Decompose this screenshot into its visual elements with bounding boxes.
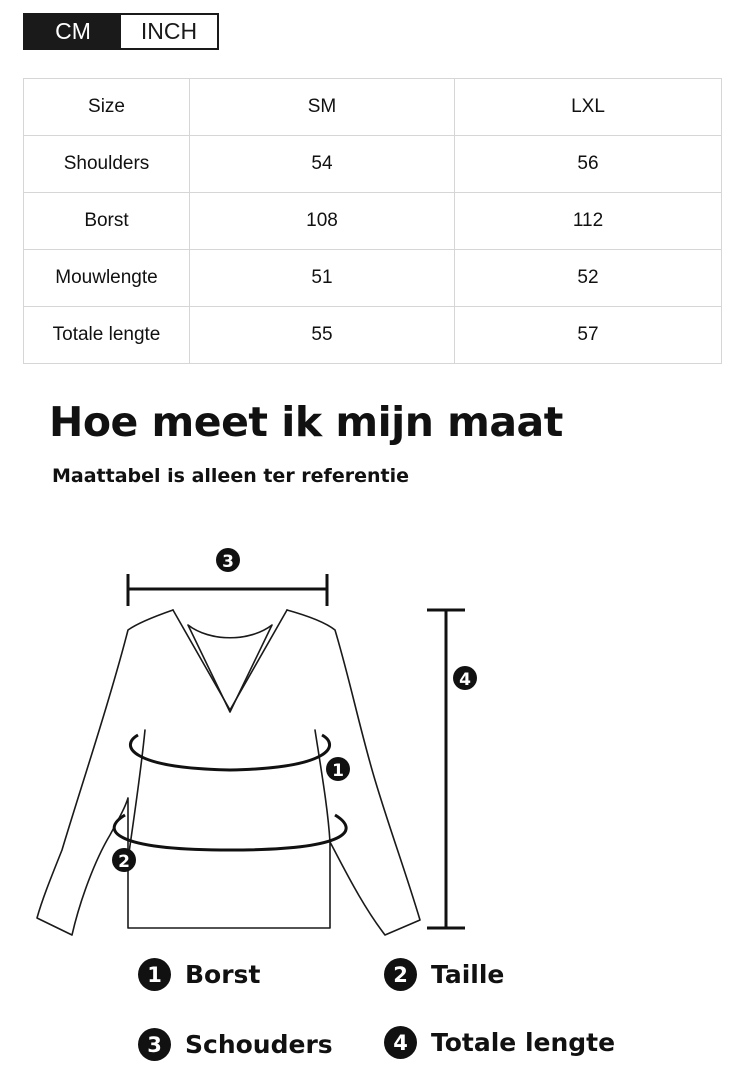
unit-toggle [23,13,219,50]
neckline-v-outer [173,610,287,710]
legend-item-totale-lengte [384,1026,615,1059]
sweater-outline [37,610,420,935]
table-row [24,193,722,250]
legend-badge: 2 [384,958,417,991]
legend-label: Taille [431,960,505,989]
table-header-row [24,79,722,136]
marker-4 [453,666,477,690]
svg-text:1: 1 [332,761,344,781]
table-cell: 55 [190,307,455,364]
table-cell: 108 [190,193,455,250]
marker-1 [326,757,350,781]
sweater-measurement-diagram [0,530,744,940]
legend-item-taille [384,958,504,991]
table-header-cell: LXL [455,79,722,136]
marker-2 [112,848,136,872]
unit-option-inch[interactable]: INCH [121,15,217,48]
guide-title: Hoe meet ik mijn maat [49,398,563,446]
table-cell: Shoulders [24,136,190,193]
table-header-cell: Size [24,79,190,136]
unit-option-cm[interactable]: CM [25,15,121,48]
table-row [24,250,722,307]
table-cell: 51 [190,250,455,307]
table-cell: 52 [455,250,722,307]
svg-text:4: 4 [459,670,471,690]
table-cell: 54 [190,136,455,193]
neckline-v-inner [188,625,272,712]
guide-subtitle: Maattabel is alleen ter referentie [52,465,409,487]
shoulder-measure-bar [128,574,327,606]
table-cell: Mouwlengte [24,250,190,307]
table-cell: 56 [455,136,722,193]
waist-measure-line [114,815,346,850]
legend-item-borst [138,958,260,991]
table-cell: 112 [455,193,722,250]
svg-text:3: 3 [222,552,234,572]
table-cell: Borst [24,193,190,250]
length-measure-bar [427,610,465,928]
table-cell: Totale lengte [24,307,190,364]
size-table [23,78,722,364]
svg-text:2: 2 [118,852,130,872]
legend-badge: 3 [138,1028,171,1061]
table-header-cell: SM [190,79,455,136]
legend-badge: 1 [138,958,171,991]
legend-item-schouders [138,1028,333,1061]
table-cell: 57 [455,307,722,364]
legend-badge: 4 [384,1026,417,1059]
legend-label: Schouders [185,1030,333,1059]
table-row [24,136,722,193]
marker-3 [216,548,240,572]
table-row [24,307,722,364]
legend-label: Totale lengte [431,1028,616,1057]
chest-measure-line [130,735,329,770]
legend-label: Borst [185,960,261,989]
